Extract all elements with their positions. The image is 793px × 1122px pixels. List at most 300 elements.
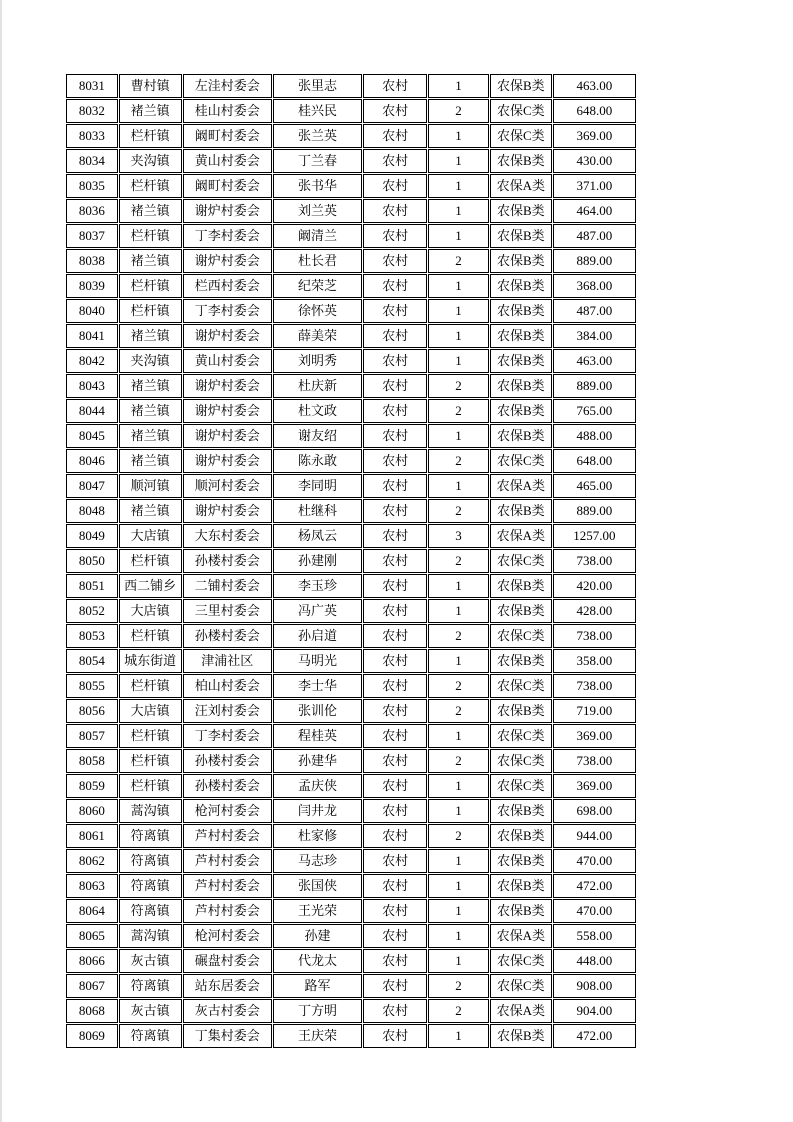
cell-amount: 648.00 xyxy=(553,449,636,473)
cell-residence-type: 农村 xyxy=(363,549,427,573)
table-row xyxy=(66,824,636,848)
cell-record-id: 8035 xyxy=(66,174,118,198)
cell-insurance-category: 农保B类 xyxy=(490,824,552,848)
cell-amount: 904.00 xyxy=(553,999,636,1023)
cell-insurance-category: 农保C类 xyxy=(490,449,552,473)
cell-person-name: 谢友绍 xyxy=(273,424,362,448)
cell-town: 栏杆镇 xyxy=(119,549,182,573)
cell-residence-type: 农村 xyxy=(363,149,427,173)
cell-count: 2 xyxy=(428,99,489,123)
cell-town: 城东街道 xyxy=(119,649,182,673)
table-row xyxy=(66,674,636,698)
cell-village-committee: 左洼村委会 xyxy=(183,74,272,98)
cell-count: 1 xyxy=(428,599,489,623)
cell-town: 褚兰镇 xyxy=(119,449,182,473)
table-row xyxy=(66,699,636,723)
cell-record-id: 8050 xyxy=(66,549,118,573)
cell-residence-type: 农村 xyxy=(363,224,427,248)
cell-insurance-category: 农保C类 xyxy=(490,774,552,798)
cell-residence-type: 农村 xyxy=(363,524,427,548)
cell-village-committee: 谢炉村委会 xyxy=(183,199,272,223)
cell-town: 褚兰镇 xyxy=(119,374,182,398)
cell-village-committee: 汪刘村委会 xyxy=(183,699,272,723)
cell-record-id: 8056 xyxy=(66,699,118,723)
cell-town: 符离镇 xyxy=(119,974,182,998)
cell-residence-type: 农村 xyxy=(363,874,427,898)
cell-insurance-category: 农保B类 xyxy=(490,199,552,223)
cell-village-committee: 枪河村委会 xyxy=(183,799,272,823)
cell-town: 灰古镇 xyxy=(119,999,182,1023)
cell-insurance-category: 农保B类 xyxy=(490,424,552,448)
cell-town: 栏杆镇 xyxy=(119,174,182,198)
cell-village-committee: 丁李村委会 xyxy=(183,724,272,748)
cell-record-id: 8068 xyxy=(66,999,118,1023)
cell-town: 符离镇 xyxy=(119,874,182,898)
cell-village-committee: 黄山村委会 xyxy=(183,149,272,173)
cell-count: 1 xyxy=(428,474,489,498)
cell-insurance-category: 农保B类 xyxy=(490,649,552,673)
table-row xyxy=(66,249,636,273)
cell-town: 栏杆镇 xyxy=(119,624,182,648)
cell-residence-type: 农村 xyxy=(363,74,427,98)
cell-person-name: 薛美荣 xyxy=(273,324,362,348)
cell-town: 褚兰镇 xyxy=(119,424,182,448)
cell-town: 栏杆镇 xyxy=(119,274,182,298)
cell-town: 符离镇 xyxy=(119,824,182,848)
cell-residence-type: 农村 xyxy=(363,499,427,523)
cell-insurance-category: 农保B类 xyxy=(490,849,552,873)
table-row xyxy=(66,874,636,898)
cell-person-name: 孙建 xyxy=(273,924,362,948)
cell-town: 西二铺乡 xyxy=(119,574,182,598)
table-row xyxy=(66,224,636,248)
cell-person-name: 张书华 xyxy=(273,174,362,198)
cell-record-id: 8055 xyxy=(66,674,118,698)
table-row xyxy=(66,274,636,298)
table-row xyxy=(66,949,636,973)
cell-count: 1 xyxy=(428,424,489,448)
cell-person-name: 路军 xyxy=(273,974,362,998)
cell-person-name: 孟庆侠 xyxy=(273,774,362,798)
cell-town: 褚兰镇 xyxy=(119,199,182,223)
cell-village-committee: 谢炉村委会 xyxy=(183,424,272,448)
cell-record-id: 8036 xyxy=(66,199,118,223)
table-row xyxy=(66,99,636,123)
table-row xyxy=(66,474,636,498)
cell-record-id: 8048 xyxy=(66,499,118,523)
cell-amount: 358.00 xyxy=(553,649,636,673)
cell-count: 2 xyxy=(428,499,489,523)
cell-record-id: 8054 xyxy=(66,649,118,673)
cell-count: 1 xyxy=(428,949,489,973)
cell-record-id: 8051 xyxy=(66,574,118,598)
cell-amount: 472.00 xyxy=(553,874,636,898)
cell-insurance-category: 农保B类 xyxy=(490,149,552,173)
cell-amount: 1257.00 xyxy=(553,524,636,548)
cell-person-name: 杜长君 xyxy=(273,249,362,273)
cell-amount: 738.00 xyxy=(553,749,636,773)
cell-record-id: 8059 xyxy=(66,774,118,798)
cell-count: 1 xyxy=(428,649,489,673)
cell-village-committee: 谢炉村委会 xyxy=(183,374,272,398)
cell-insurance-category: 农保A类 xyxy=(490,999,552,1023)
cell-residence-type: 农村 xyxy=(363,674,427,698)
table-row xyxy=(66,174,636,198)
cell-amount: 369.00 xyxy=(553,124,636,148)
cell-person-name: 闫井龙 xyxy=(273,799,362,823)
cell-residence-type: 农村 xyxy=(363,849,427,873)
cell-person-name: 孙建刚 xyxy=(273,549,362,573)
cell-person-name: 冯广英 xyxy=(273,599,362,623)
cell-insurance-category: 农保B类 xyxy=(490,699,552,723)
cell-village-committee: 谢炉村委会 xyxy=(183,499,272,523)
cell-person-name: 丁方明 xyxy=(273,999,362,1023)
cell-village-committee: 谢炉村委会 xyxy=(183,449,272,473)
table-row xyxy=(66,799,636,823)
cell-count: 1 xyxy=(428,849,489,873)
cell-insurance-category: 农保B类 xyxy=(490,74,552,98)
table-row xyxy=(66,924,636,948)
cell-amount: 465.00 xyxy=(553,474,636,498)
cell-person-name: 杜继科 xyxy=(273,499,362,523)
cell-residence-type: 农村 xyxy=(363,624,427,648)
table-row xyxy=(66,649,636,673)
cell-insurance-category: 农保A类 xyxy=(490,524,552,548)
cell-residence-type: 农村 xyxy=(363,474,427,498)
table-row xyxy=(66,149,636,173)
table-row xyxy=(66,449,636,473)
cell-count: 1 xyxy=(428,224,489,248)
cell-residence-type: 农村 xyxy=(363,699,427,723)
table-row xyxy=(66,749,636,773)
cell-person-name: 张国侠 xyxy=(273,874,362,898)
cell-insurance-category: 农保A类 xyxy=(490,174,552,198)
cell-amount: 420.00 xyxy=(553,574,636,598)
cell-record-id: 8039 xyxy=(66,274,118,298)
cell-insurance-category: 农保B类 xyxy=(490,1024,552,1048)
cell-residence-type: 农村 xyxy=(363,1024,427,1048)
cell-village-committee: 阚町村委会 xyxy=(183,174,272,198)
cell-town: 大店镇 xyxy=(119,699,182,723)
cell-record-id: 8031 xyxy=(66,74,118,98)
cell-record-id: 8034 xyxy=(66,149,118,173)
cell-person-name: 纪荣芝 xyxy=(273,274,362,298)
cell-insurance-category: 农保B类 xyxy=(490,499,552,523)
cell-town: 栏杆镇 xyxy=(119,724,182,748)
cell-count: 1 xyxy=(428,574,489,598)
cell-record-id: 8033 xyxy=(66,124,118,148)
cell-town: 褚兰镇 xyxy=(119,99,182,123)
cell-insurance-category: 农保B类 xyxy=(490,399,552,423)
cell-person-name: 桂兴民 xyxy=(273,99,362,123)
cell-residence-type: 农村 xyxy=(363,274,427,298)
cell-person-name: 李士华 xyxy=(273,674,362,698)
cell-count: 1 xyxy=(428,924,489,948)
cell-insurance-category: 农保B类 xyxy=(490,899,552,923)
cell-count: 1 xyxy=(428,899,489,923)
cell-village-committee: 孙楼村委会 xyxy=(183,749,272,773)
cell-record-id: 8062 xyxy=(66,849,118,873)
cell-amount: 428.00 xyxy=(553,599,636,623)
cell-amount: 738.00 xyxy=(553,549,636,573)
cell-insurance-category: 农保B类 xyxy=(490,599,552,623)
cell-amount: 470.00 xyxy=(553,899,636,923)
table-row xyxy=(66,774,636,798)
cell-amount: 889.00 xyxy=(553,374,636,398)
cell-count: 2 xyxy=(428,699,489,723)
cell-residence-type: 农村 xyxy=(363,974,427,998)
cell-town: 栏杆镇 xyxy=(119,749,182,773)
cell-village-committee: 大东村委会 xyxy=(183,524,272,548)
cell-amount: 719.00 xyxy=(553,699,636,723)
cell-town: 褚兰镇 xyxy=(119,249,182,273)
cell-insurance-category: 农保B类 xyxy=(490,874,552,898)
cell-village-committee: 二铺村委会 xyxy=(183,574,272,598)
cell-count: 2 xyxy=(428,674,489,698)
cell-count: 2 xyxy=(428,824,489,848)
cell-record-id: 8063 xyxy=(66,874,118,898)
cell-village-committee: 栏西村委会 xyxy=(183,274,272,298)
cell-town: 褚兰镇 xyxy=(119,499,182,523)
cell-residence-type: 农村 xyxy=(363,299,427,323)
cell-count: 2 xyxy=(428,399,489,423)
cell-residence-type: 农村 xyxy=(363,574,427,598)
cell-amount: 698.00 xyxy=(553,799,636,823)
cell-residence-type: 农村 xyxy=(363,999,427,1023)
cell-record-id: 8066 xyxy=(66,949,118,973)
cell-town: 蒿沟镇 xyxy=(119,799,182,823)
cell-amount: 371.00 xyxy=(553,174,636,198)
cell-town: 栏杆镇 xyxy=(119,124,182,148)
cell-insurance-category: 农保B类 xyxy=(490,574,552,598)
cell-person-name: 杜家修 xyxy=(273,824,362,848)
cell-count: 1 xyxy=(428,274,489,298)
cell-person-name: 马志珍 xyxy=(273,849,362,873)
cell-town: 大店镇 xyxy=(119,599,182,623)
cell-town: 褚兰镇 xyxy=(119,324,182,348)
table-row xyxy=(66,574,636,598)
cell-amount: 738.00 xyxy=(553,624,636,648)
cell-village-committee: 桂山村委会 xyxy=(183,99,272,123)
cell-record-id: 8064 xyxy=(66,899,118,923)
cell-amount: 944.00 xyxy=(553,824,636,848)
cell-residence-type: 农村 xyxy=(363,824,427,848)
cell-count: 1 xyxy=(428,74,489,98)
cell-record-id: 8049 xyxy=(66,524,118,548)
cell-town: 符离镇 xyxy=(119,849,182,873)
cell-amount: 908.00 xyxy=(553,974,636,998)
cell-village-committee: 谢炉村委会 xyxy=(183,249,272,273)
cell-residence-type: 农村 xyxy=(363,374,427,398)
cell-person-name: 张里志 xyxy=(273,74,362,98)
cell-amount: 463.00 xyxy=(553,349,636,373)
cell-village-committee: 丁李村委会 xyxy=(183,224,272,248)
cell-count: 1 xyxy=(428,174,489,198)
cell-village-committee: 站东居委会 xyxy=(183,974,272,998)
cell-residence-type: 农村 xyxy=(363,399,427,423)
cell-count: 1 xyxy=(428,724,489,748)
cell-residence-type: 农村 xyxy=(363,199,427,223)
cell-amount: 648.00 xyxy=(553,99,636,123)
cell-insurance-category: 农保A类 xyxy=(490,924,552,948)
table-row xyxy=(66,899,636,923)
cell-insurance-category: 农保B类 xyxy=(490,799,552,823)
cell-amount: 470.00 xyxy=(553,849,636,873)
cell-person-name: 程桂英 xyxy=(273,724,362,748)
cell-residence-type: 农村 xyxy=(363,124,427,148)
cell-person-name: 阚清兰 xyxy=(273,224,362,248)
cell-insurance-category: 农保B类 xyxy=(490,349,552,373)
cell-count: 1 xyxy=(428,149,489,173)
cell-residence-type: 农村 xyxy=(363,774,427,798)
cell-record-id: 8047 xyxy=(66,474,118,498)
table-row xyxy=(66,549,636,573)
cell-village-committee: 芦村村委会 xyxy=(183,824,272,848)
cell-insurance-category: 农保C类 xyxy=(490,749,552,773)
cell-amount: 738.00 xyxy=(553,674,636,698)
cell-record-id: 8041 xyxy=(66,324,118,348)
cell-person-name: 丁兰春 xyxy=(273,149,362,173)
cell-amount: 463.00 xyxy=(553,74,636,98)
cell-insurance-category: 农保B类 xyxy=(490,249,552,273)
cell-village-committee: 孙楼村委会 xyxy=(183,624,272,648)
cell-insurance-category: 农保A类 xyxy=(490,474,552,498)
cell-person-name: 代龙太 xyxy=(273,949,362,973)
cell-count: 2 xyxy=(428,374,489,398)
cell-town: 顺河镇 xyxy=(119,474,182,498)
cell-record-id: 8040 xyxy=(66,299,118,323)
cell-residence-type: 农村 xyxy=(363,924,427,948)
cell-record-id: 8057 xyxy=(66,724,118,748)
cell-amount: 368.00 xyxy=(553,274,636,298)
table-row xyxy=(66,724,636,748)
cell-count: 2 xyxy=(428,974,489,998)
cell-person-name: 李玉珍 xyxy=(273,574,362,598)
cell-residence-type: 农村 xyxy=(363,899,427,923)
cell-residence-type: 农村 xyxy=(363,324,427,348)
cell-town: 符离镇 xyxy=(119,899,182,923)
table-row xyxy=(66,599,636,623)
cell-record-id: 8044 xyxy=(66,399,118,423)
cell-record-id: 8058 xyxy=(66,749,118,773)
cell-amount: 488.00 xyxy=(553,424,636,448)
cell-record-id: 8042 xyxy=(66,349,118,373)
cell-person-name: 王庆荣 xyxy=(273,1024,362,1048)
table-row xyxy=(66,849,636,873)
cell-village-committee: 丁集村委会 xyxy=(183,1024,272,1048)
cell-count: 1 xyxy=(428,1024,489,1048)
cell-residence-type: 农村 xyxy=(363,449,427,473)
table-row xyxy=(66,1024,636,1048)
cell-amount: 369.00 xyxy=(553,724,636,748)
cell-record-id: 8038 xyxy=(66,249,118,273)
cell-count: 1 xyxy=(428,124,489,148)
cell-amount: 369.00 xyxy=(553,774,636,798)
cell-record-id: 8046 xyxy=(66,449,118,473)
cell-insurance-category: 农保B类 xyxy=(490,299,552,323)
cell-village-committee: 孙楼村委会 xyxy=(183,549,272,573)
cell-amount: 487.00 xyxy=(553,299,636,323)
cell-person-name: 刘兰英 xyxy=(273,199,362,223)
cell-count: 3 xyxy=(428,524,489,548)
table-row xyxy=(66,424,636,448)
table-row xyxy=(66,999,636,1023)
cell-town: 符离镇 xyxy=(119,1024,182,1048)
cell-town: 灰古镇 xyxy=(119,949,182,973)
cell-person-name: 孙启道 xyxy=(273,624,362,648)
cell-amount: 472.00 xyxy=(553,1024,636,1048)
cell-village-committee: 谢炉村委会 xyxy=(183,399,272,423)
cell-amount: 464.00 xyxy=(553,199,636,223)
cell-count: 1 xyxy=(428,349,489,373)
cell-town: 栏杆镇 xyxy=(119,674,182,698)
cell-person-name: 陈永敢 xyxy=(273,449,362,473)
table-row xyxy=(66,374,636,398)
cell-record-id: 8067 xyxy=(66,974,118,998)
cell-insurance-category: 农保B类 xyxy=(490,224,552,248)
cell-residence-type: 农村 xyxy=(363,99,427,123)
cell-town: 夹沟镇 xyxy=(119,149,182,173)
cell-count: 2 xyxy=(428,624,489,648)
cell-count: 1 xyxy=(428,799,489,823)
pension-roster-table xyxy=(65,73,637,1049)
cell-village-committee: 阚町村委会 xyxy=(183,124,272,148)
table-body xyxy=(66,74,636,1048)
table-row xyxy=(66,624,636,648)
cell-person-name: 王光荣 xyxy=(273,899,362,923)
cell-count: 2 xyxy=(428,249,489,273)
cell-insurance-category: 农保C类 xyxy=(490,724,552,748)
cell-residence-type: 农村 xyxy=(363,749,427,773)
cell-count: 2 xyxy=(428,999,489,1023)
cell-insurance-category: 农保C类 xyxy=(490,99,552,123)
cell-town: 蒿沟镇 xyxy=(119,924,182,948)
cell-count: 1 xyxy=(428,774,489,798)
cell-residence-type: 农村 xyxy=(363,949,427,973)
cell-town: 夹沟镇 xyxy=(119,349,182,373)
cell-town: 栏杆镇 xyxy=(119,774,182,798)
cell-residence-type: 农村 xyxy=(363,349,427,373)
cell-record-id: 8032 xyxy=(66,99,118,123)
cell-person-name: 杨凤云 xyxy=(273,524,362,548)
cell-person-name: 徐怀英 xyxy=(273,299,362,323)
cell-village-committee: 黄山村委会 xyxy=(183,349,272,373)
cell-village-committee: 芦村村委会 xyxy=(183,899,272,923)
cell-village-committee: 谢炉村委会 xyxy=(183,324,272,348)
cell-count: 2 xyxy=(428,449,489,473)
cell-village-committee: 灰古村委会 xyxy=(183,999,272,1023)
table-row xyxy=(66,524,636,548)
cell-village-committee: 孙楼村委会 xyxy=(183,774,272,798)
cell-person-name: 马明光 xyxy=(273,649,362,673)
cell-village-committee: 顺河村委会 xyxy=(183,474,272,498)
cell-record-id: 8061 xyxy=(66,824,118,848)
cell-town: 栏杆镇 xyxy=(119,224,182,248)
cell-village-committee: 柏山村委会 xyxy=(183,674,272,698)
table-row xyxy=(66,974,636,998)
cell-person-name: 杜文政 xyxy=(273,399,362,423)
cell-village-committee: 碾盘村委会 xyxy=(183,949,272,973)
cell-insurance-category: 农保B类 xyxy=(490,324,552,348)
cell-record-id: 8052 xyxy=(66,599,118,623)
cell-record-id: 8045 xyxy=(66,424,118,448)
cell-person-name: 孙建华 xyxy=(273,749,362,773)
cell-count: 1 xyxy=(428,199,489,223)
cell-amount: 889.00 xyxy=(553,499,636,523)
table-row xyxy=(66,349,636,373)
cell-amount: 765.00 xyxy=(553,399,636,423)
cell-person-name: 张兰英 xyxy=(273,124,362,148)
